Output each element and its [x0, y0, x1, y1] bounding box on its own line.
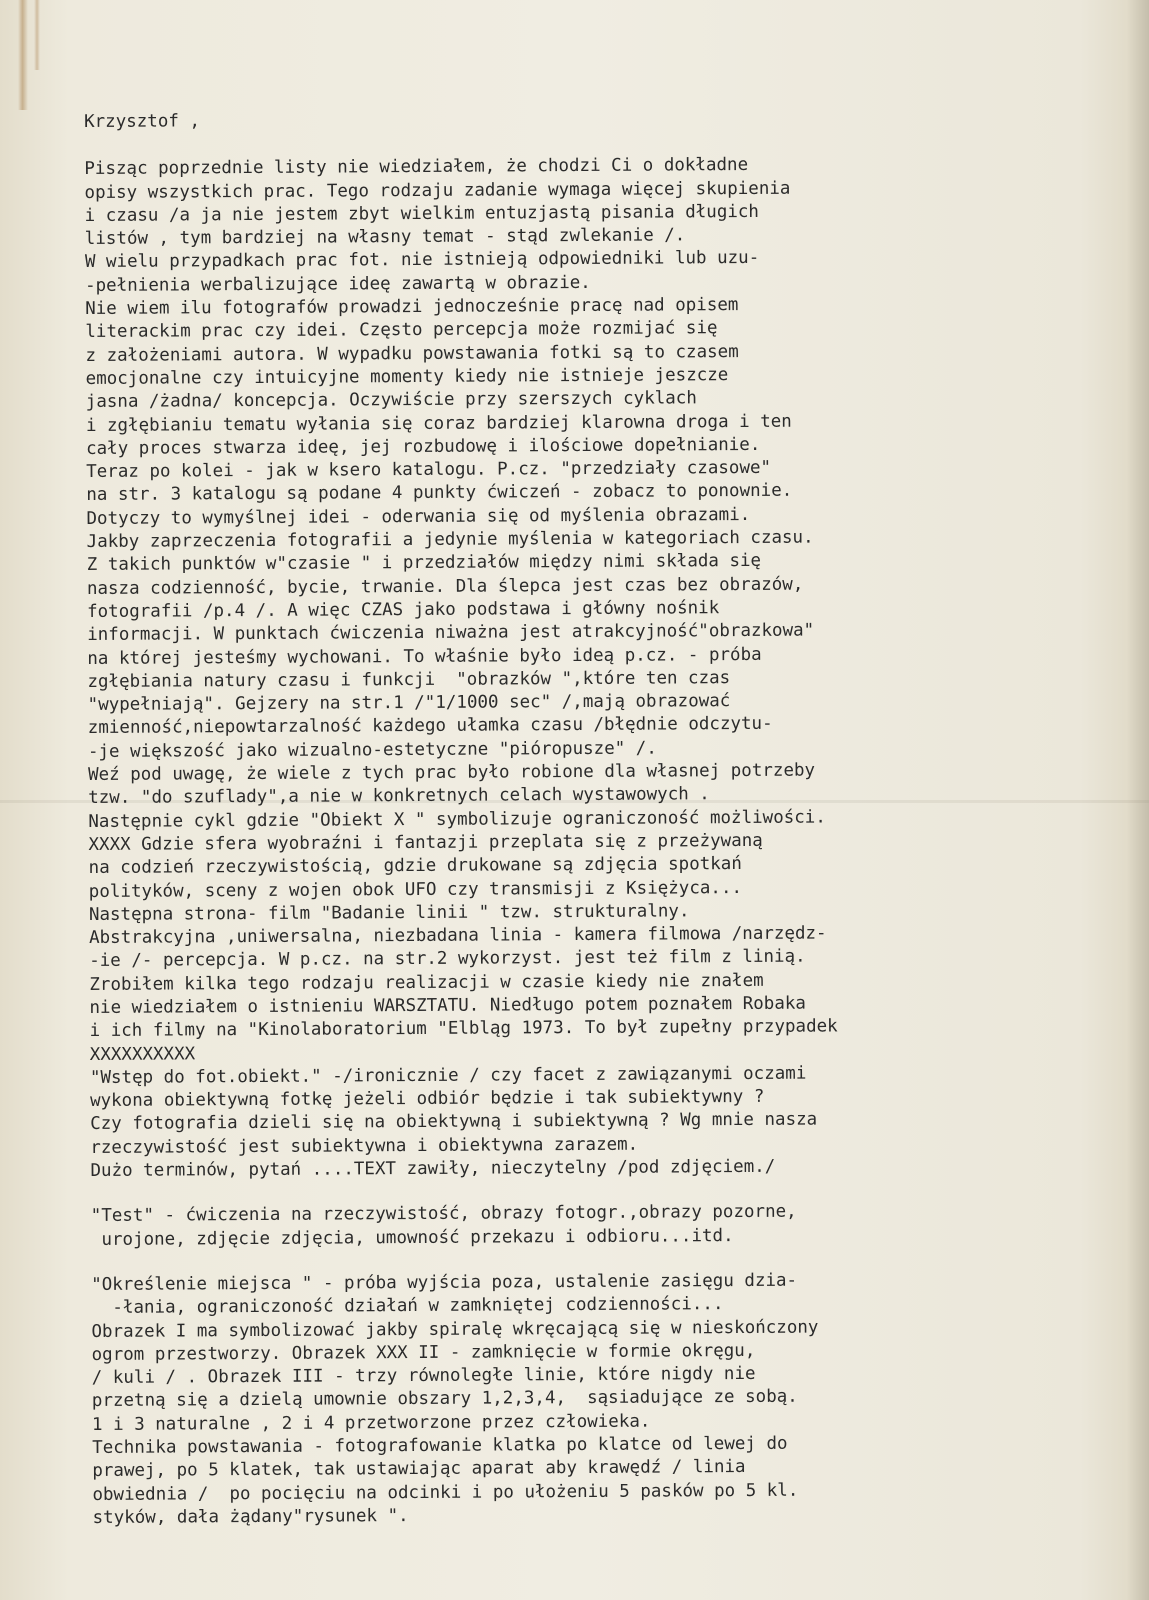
- text-line: przetną się a dzielą umownie obszary 1,2,3,4, sąsiadujące ze sobą.: [91, 1387, 798, 1412]
- text-line: tzw. "do szuflady",a nie w konkretnych celach wystawowych .: [88, 784, 710, 809]
- text-line: Obrazek I ma symbolizować jakby spiralę wkręcającą się w nieskończony: [91, 1317, 819, 1342]
- text-line: -pełnienia werbalizujące ideę zawartą w obrazie.: [85, 272, 591, 296]
- text-line: urojone, zdjęcie zdjęcia, umowność przekazu i odbioru...itd.: [90, 1225, 734, 1250]
- text-line: Pisząc poprzednie listy nie wiedziałem, że chodzi Ci o dokładne: [84, 155, 749, 180]
- letter-greeting: Krzysztof ,: [84, 111, 201, 132]
- text-line: Weź pod uwagę, że wiele z tych prac było robione dla własnej potrzeby: [87, 760, 816, 786]
- paper-stain: [34, 0, 40, 70]
- paper-stain: [18, 0, 28, 110]
- typed-letter: [84, 105, 1138, 1531]
- text-line: z założeniami autora. W wypadku powstawania fotki są to czasem: [85, 341, 739, 366]
- text-line: i ich filmy na "Kinolaboratorium "Elbląg 1973. To był zupełny przypadek: [89, 1016, 838, 1042]
- text-line: Nie wiem ilu fotografów prowadzi jednocześnie pracę nad opisem: [85, 295, 739, 320]
- text-line: Z takich punktów w"czasie " i przedziałów między nimi składa się: [86, 551, 762, 576]
- text-line: W wielu przypadkach prac fot. nie istnieją odpowiedniki lub uzu-: [84, 248, 760, 273]
- text-line: styków, dała żądany"rysunek ".: [92, 1505, 409, 1528]
- text-line: Dużo terminów, pytań ....TEXT zawiły, nieczytelny /pod zdjęciem./: [90, 1156, 776, 1182]
- text-line: / kuli / . Obrazek III - trzy równoległe linie, które nigdy nie: [91, 1364, 756, 1389]
- text-line: prawej, po 5 klatek, tak ustawiając aparat aby krawędź / linia: [92, 1457, 746, 1482]
- text-line: literackim prac czy idei. Często percepcja może rozmijać się: [85, 318, 718, 343]
- text-line: obwiednia / po pocięciu na odcinki i po ułożeniu 5 pasków po 5 kl.: [92, 1480, 799, 1505]
- text-line: Następna strona- film "Badanie linii " tzw. strukturalny.: [88, 901, 690, 925]
- text-line: listów , tym bardziej na własny temat - stąd zwlekanie /.: [84, 225, 686, 250]
- text-line: zgłębiania natury czasu i funkcji "obrazków ",które ten czas: [87, 667, 731, 692]
- text-line: Jakby zaprzeczenia fotografii a jedynie myślenia w kategoriach czasu.: [86, 527, 814, 553]
- text-line: nasza codzienność, bycie, trwanie. Dla ślepca jest czas bez obrazów,: [86, 574, 804, 599]
- paragraph-main: [84, 152, 1135, 1183]
- text-line: ogrom przestworzy. Obrazek XXX II - zamknięcie w formie okręgu,: [91, 1340, 756, 1365]
- text-line: na codzień rzeczywistością, gdzie drukowane są zdjęcia spotkań: [88, 854, 742, 879]
- text-line: emocjonalne czy intuicyjne momenty kiedy nie istnieje jeszcze: [85, 365, 729, 389]
- text-line: informacji. W punktach ćwiczenia niważna jest atrakcyjność"obrazkowa": [87, 620, 815, 646]
- paragraph-test: [91, 1199, 1136, 1252]
- text-line: Abstrakcyjna ,uniwersalna, niezbadana linia - kamera filmowa /narzędz-: [88, 923, 827, 949]
- paragraph-location: [91, 1268, 1138, 1531]
- text-line: "Wstęp do fot.obiekt." -/ironicznie / czy facet z zawiązanymi oczami: [89, 1063, 807, 1088]
- text-line: opisy wszystkich prac. Tego rodzaju zadanie wymaga więcej skupienia: [84, 178, 791, 203]
- text-line: "wypełniają". Gejzery na str.1 /"1/1000 sec" /,mają obrazować: [87, 691, 731, 716]
- text-line: XXXX Gdzie sfera wyobraźni i fantazji przeplata się z przeżywaną: [88, 830, 763, 855]
- text-line: rzeczywistość jest subiektywna i obiektywna zarazem.: [90, 1134, 639, 1158]
- text-line: 1 i 3 naturalne , 2 i 4 przetworzone przez człowieka.: [91, 1411, 651, 1435]
- text-line: cały proces stwarza ideę, jej rozbudowę i ilościowe dopełnianie.: [86, 434, 761, 459]
- text-line: XXXXXXXXXX: [89, 1043, 196, 1065]
- text-line: zmienność,niepowtarzalność każdego ułamka czasu /błędnie odczytu-: [87, 714, 773, 739]
- text-line: Teraz po kolei - jak w ksero katalogu. P.cz. "przedziały czasowe": [86, 457, 772, 483]
- text-line: Technika powstawania - fotografowanie klatka po klatce od lewej do: [92, 1433, 788, 1459]
- text-line: i zgłębianiu tematu wyłania się coraz bardziej klarowna droga i ten: [85, 411, 792, 436]
- text-line: "Określenie miejsca " - próba wyjścia poza, ustalenie zasięgu dzia-: [91, 1270, 798, 1295]
- text-line: jasna /żadna/ koncepcja. Oczywiście przy szerszych cyklach: [85, 388, 697, 413]
- text-line: -łania, ograniczoność działań w zamkniętej codzienności...: [91, 1294, 724, 1319]
- text-line: Następnie cykl gdzie "Obiekt X " symbolizuje ograniczoność możliwości.: [88, 807, 826, 832]
- text-line: nie wiedziałem o istnieniu WARSZTATU. Niedługo potem poznałem Robaka: [89, 993, 806, 1018]
- text-line: Dotyczy to wymyślnej idei - oderwania się od myślenia obrazami.: [86, 504, 751, 529]
- text-line: "Test" - ćwiczenia na rzeczywistość, obrazy fotogr.,obrazy pozorne,: [90, 1202, 797, 1227]
- text-line: -ie /- percepcja. W p.cz. na str.2 wykorzyst. jest też film z linią.: [89, 946, 806, 972]
- text-line: -je większość jako wizualno-estetyczne "pióropusze" /.: [87, 738, 657, 762]
- text-line: i czasu /a ja nie jestem zbyt wielkim entuzjastą pisania długich: [84, 201, 759, 226]
- text-line: wykona obiektywną fotkę jeżeli odbiór będzie i tak subiektywny ?: [89, 1087, 765, 1112]
- text-line: Czy fotografia dzieli się na obiektywną i subiektywną ? Wg mnie nasza: [90, 1110, 818, 1135]
- text-line: Zrobiłem kilka tego rodzaju realizacji w czasie kiedy nie znałem: [89, 970, 764, 995]
- text-line: polityków, sceny z wojen obok UFO czy transmisji z Księżyca...: [88, 877, 743, 902]
- text-line: na str. 3 katalogu są podane 4 punkty ćwiczeń - zobacz to ponownie.: [86, 481, 793, 506]
- text-line: fotografii /p.4 /. A więc CZAS jako podstawa i główny nośnik: [86, 598, 720, 622]
- text-line: na której jesteśmy wychowani. To właśnie było ideą p.cz. - próba: [87, 644, 762, 669]
